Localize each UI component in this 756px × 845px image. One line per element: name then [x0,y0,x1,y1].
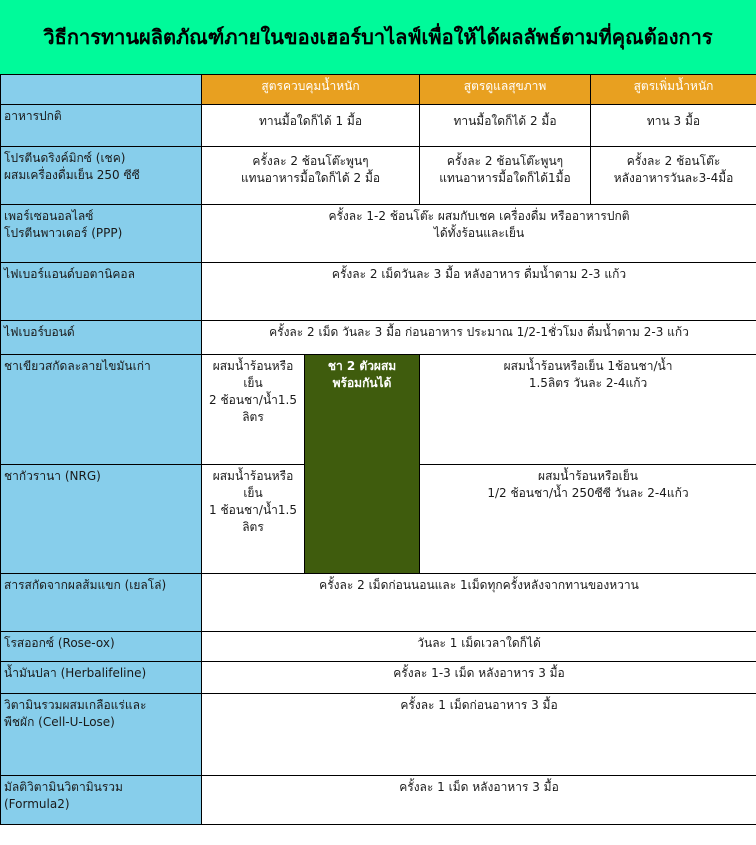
row-normal-food [1,105,756,147]
row-fishoil [1,662,756,694]
green-tea-line1: ผสมน้ำร้อนหรือเย็น [212,359,294,390]
row-fiber-bond [1,321,756,355]
normal-food-health-care: ทานมื้อใดก็ได้ 2 มื้อ [420,105,591,147]
dosage-table [0,74,756,825]
normal-food-weight-control: ทานมื้อใดก็ได้ 1 มื้อ [202,105,420,147]
shake-weight-control-line1: ครั้งละ 2 ช้อนโต๊ะพูนๆ [252,154,369,168]
row-formula2 [1,776,756,825]
page-title: วิธีการทานผลิตภัณฑ์ภายในของเฮอร์บาไลฟ์เพื่อให้ได้ผลลัพธ์ตามที่คุณต้องการ [43,25,713,49]
row-shake [1,147,756,205]
green-tea-line2: 2 ช้อนชา/น้ำ1.5 [209,393,297,407]
row-yellow [1,574,756,632]
tea-combo-line1: ชา 2 ตัวผสม [327,359,397,373]
row-label-cellulose [1,694,202,776]
shake-weight-gain-line2: หลังอาหารวันละ3-4มื้อ [613,171,734,185]
fishoil-usage: ครั้งละ 1-3 เม็ด หลังอาหาร 3 มื้อ [202,662,756,694]
row-green-tea [1,355,756,465]
ppp-label-line1: เพอร์เซอนอลไลซ์ [4,209,94,223]
row-label-nrg: ชากัวรานา (NRG) [1,465,202,574]
header-weight-gain: สูตรเพิ่มน้ำหนัก [591,75,756,105]
roseox-usage: วันละ 1 เม็ดเวลาใดก็ได้ [202,632,756,662]
formula2-label-line2: (Formula2) [4,797,70,811]
ppp-usage [202,205,756,263]
ppp-label-line2: โปรตีนพาวเดอร์ (PPP) [4,226,123,240]
row-ppp [1,205,756,263]
shake-health-care [420,147,591,205]
row-label-ppp [1,205,202,263]
nrg-other-line2: 1/2 ช้อนชา/น้ำ 250ซีซี วันละ 2-4แก้ว [487,486,689,500]
row-label-yellow: สารสกัดจากผลส้มแขก (เยลโล่) [1,574,202,632]
tea-combo-line2: พร้อมกันได้ [332,376,392,390]
fiber-bond-usage: ครั้งละ 2 เม็ด วันละ 3 มื้อ ก่อนอาหาร ประมาณ 1/2-1ชั่วโมง ดื่มน้ำตาม 2-3 แก้ว [202,321,756,355]
shake-weight-gain-line1: ครั้งละ 2 ช้อนโต๊ะ [626,154,721,168]
header-row [1,75,756,105]
formula2-label-line1: มัลติวิตามินวิตามินรวม [4,780,123,794]
title-bar [0,0,756,74]
shake-label-line2: ผสมเครื่องดื่มเย็น 250 ซีซี [4,168,140,182]
row-fiber-botanical [1,263,756,321]
shake-weight-control [202,147,420,205]
green-tea-line3: ลิตร [242,410,264,424]
header-corner [1,75,202,105]
green-tea-other-line2: 1.5ลิตร วันละ 2-4แก้ว [528,376,648,390]
cellulose-label-line1: วิตามินรวมผสมเกลือแร่และ [4,698,147,712]
row-label-roseox: โรสออกซ์ (Rose-ox) [1,632,202,662]
formula2-usage: ครั้งละ 1 เม็ด หลังอาหาร 3 มื้อ [202,776,756,825]
shake-weight-gain [591,147,756,205]
nrg-line4: ลิตร [242,520,264,534]
row-label-fiber-bond: ไฟเบอร์บอนด์ [1,321,202,355]
green-tea-other [420,355,756,465]
nrg-line3: 1 ช้อนชา/น้ำ1.5 [209,503,297,517]
header-weight-control: สูตรควบคุมน้ำหนัก [202,75,420,105]
shake-health-care-line1: ครั้งละ 2 ช้อนโต๊ะพูนๆ [446,154,564,168]
nrg-line2: เย็น [243,486,263,500]
shake-health-care-line2: แทนอาหารมื้อใดก็ได้1มื้อ [439,171,571,185]
cellulose-usage: ครั้งละ 1 เม็ดก่อนอาหาร 3 มื้อ [202,694,756,776]
nrg-other-line1: ผสมน้ำร้อนหรือเย็น [538,469,638,483]
fiber-botanical-usage: ครั้งละ 2 เม็ดวันละ 3 มื้อ หลังอาหาร ดื่มน้ำตาม 2-3 แก้ว [202,263,756,321]
shake-weight-control-line2: แทนอาหารมื้อใดก็ได้ 2 มื้อ [240,171,381,185]
cellulose-label-line2: พืชผัก (Cell-U-Lose) [4,715,115,729]
row-label-shake [1,147,202,205]
yellow-usage: ครั้งละ 2 เม็ดก่อนนอนและ 1เม็ดทุกครั้งหลังจากทานของหวาน [202,574,756,632]
row-label-normal-food: อาหารปกติ [1,105,202,147]
ppp-usage-line1: ครั้งละ 1-2 ช้อนโต๊ะ ผสมกับเชค เครื่องดื่ม หรืออาหารปกติ [328,209,630,223]
shake-label-line1: โปรตีนดริงค์มิกซ์ (เชค) [4,151,126,165]
row-label-fishoil: น้ำมันปลา (Herbalifeline) [1,662,202,694]
nrg-line1: ผสมน้ำร้อนหรือ [212,469,294,483]
row-roseox [1,632,756,662]
row-label-fiber-botanical: ไฟเบอร์แอนด์บอตานิคอล [1,263,202,321]
row-cellulose [1,694,756,776]
normal-food-weight-gain: ทาน 3 มื้อ [591,105,756,147]
tea-combo-note [305,355,420,574]
nrg-other [420,465,756,574]
ppp-usage-line2: ได้ทั้งร้อนและเย็น [433,226,525,240]
nrg-weight-control [202,465,305,574]
row-label-green-tea: ชาเขียวสกัดละลายไขมันเก่า [1,355,202,465]
green-tea-other-line1: ผสมน้ำร้อนหรือเย็น 1ช้อนชา/น้ำ [503,359,673,373]
header-health-care: สูตรดูแลสุขภาพ [420,75,591,105]
row-label-formula2 [1,776,202,825]
green-tea-weight-control [202,355,305,465]
